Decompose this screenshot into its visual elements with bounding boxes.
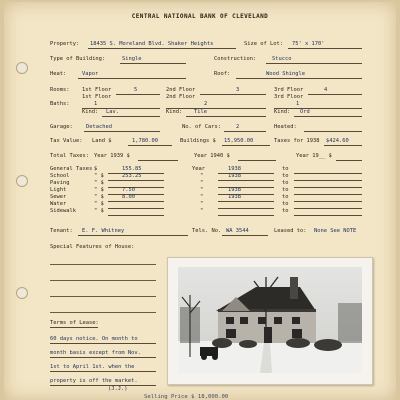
- tels-value: WA 3544: [226, 228, 249, 234]
- tax-row-to-underline: [294, 180, 362, 181]
- kind1-value: Lav.: [106, 109, 119, 115]
- punch-hole: [16, 62, 28, 74]
- tax-row-amount-underline: [108, 215, 164, 216]
- tax-row-year-label: ": [200, 187, 204, 193]
- kind2-label: Kind:: [166, 109, 183, 115]
- punch-hole: [16, 287, 28, 299]
- lot-size-label: Size of Lot:: [244, 41, 283, 47]
- tax-row-to: to: [282, 201, 289, 207]
- construction-value: Stucco: [272, 56, 292, 62]
- tax-row-label: Sewer: [50, 194, 67, 200]
- building-type-value: Single: [122, 56, 142, 62]
- tenant-underline: [78, 235, 188, 236]
- kind2-underline: [186, 116, 266, 117]
- kind3-underline: [294, 116, 362, 117]
- baths-label: Baths:: [50, 101, 70, 107]
- buildings-underline: [222, 145, 270, 146]
- special-features-label: Special Features of House:: [50, 244, 135, 250]
- tax-row-dollar: " $: [94, 173, 104, 179]
- lease-line: 60 days notice. On month to: [50, 336, 138, 342]
- tax-row-year-label: ": [200, 194, 204, 200]
- tax-row-year-label: ": [200, 173, 204, 179]
- baths-floor2-label: 2nd Floor: [166, 94, 196, 100]
- tax-row-label: Light: [50, 187, 67, 193]
- rooms-label: Rooms:: [50, 87, 70, 93]
- tax-row-amount: 155.85: [122, 166, 142, 172]
- taxes-value: $424.60: [326, 138, 349, 144]
- tax-row-year-label: ": [200, 180, 204, 186]
- tax-row-year: 1938: [228, 194, 241, 200]
- lease-line: 1st to April 1st. when the: [50, 364, 135, 370]
- tax-row-year-underline: [218, 173, 274, 174]
- cars-value: 2: [236, 124, 240, 130]
- garage-underline: [84, 131, 160, 132]
- tax-row-year: 1938: [228, 187, 241, 193]
- tax-row-amount-underline: [108, 187, 164, 188]
- bank-title: CENTRAL NATIONAL BANK OF CLEVELAND: [131, 13, 269, 20]
- taxes-underline: [324, 145, 362, 146]
- construction-underline: [266, 63, 362, 64]
- tax-row-dollar: " $: [94, 187, 104, 193]
- garage-label: Garage:: [50, 124, 73, 130]
- tax-value-label: Tax Value:: [50, 138, 83, 144]
- tax-row-to: to: [282, 173, 289, 179]
- year2-label: Year 1940 $: [194, 153, 230, 159]
- land-underline: [128, 145, 172, 146]
- tax-row-to: to: [282, 208, 289, 214]
- lease-line: month basis except from Nov.: [50, 350, 141, 356]
- rooms-floor2-underline: [200, 94, 266, 95]
- tax-row-to: to: [282, 187, 289, 193]
- tax-row-label: Sidewalk: [50, 208, 76, 214]
- tax-row-year-underline: [218, 215, 274, 216]
- heated-label: Heated:: [274, 124, 297, 130]
- property-record-card: [4, 2, 396, 400]
- tels-underline: [222, 235, 268, 236]
- tax-row-amount: 7.50: [122, 187, 135, 193]
- rooms-floor3-underline: [308, 94, 362, 95]
- tax-row-year-label: ": [200, 208, 204, 214]
- punch-hole: [16, 175, 28, 187]
- rooms-floor1-value: 5: [134, 87, 138, 93]
- tax-row-to-underline: [294, 187, 362, 188]
- tax-row-dollar: " $: [94, 194, 104, 200]
- tax-row-to-underline: [294, 194, 362, 195]
- features-blank-line: [50, 312, 156, 313]
- tax-row-to: to: [282, 180, 289, 186]
- year3-label: Year 19__ $: [296, 153, 332, 159]
- heated-underline: [304, 131, 362, 132]
- taxes-label: Taxes for 1938: [274, 138, 320, 144]
- leased-value: None See NOTE: [314, 228, 357, 234]
- tax-row-year-underline: [218, 187, 274, 188]
- rooms-floor3-label: 3rd Floor: [274, 87, 304, 93]
- lease-initials: (J.J.): [108, 386, 128, 392]
- buildings-label: Buildings $: [180, 138, 216, 144]
- tax-row-amount-underline: [108, 180, 164, 181]
- garage-value: Detached: [86, 124, 112, 130]
- baths-floor3-label: 3rd Floor: [274, 94, 304, 100]
- tax-row-year-label: Year: [192, 166, 205, 172]
- property-value: 18435 S. Moreland Blvd. Shaker Heights: [90, 41, 214, 47]
- building-type-underline: [120, 63, 186, 64]
- buildings-value: 15,950.00: [224, 138, 254, 144]
- features-blank-line: [50, 280, 156, 281]
- features-blank-line: [50, 296, 156, 297]
- rooms-floor1-label: 1st Floor: [82, 87, 112, 93]
- tax-row-to: to: [282, 194, 289, 200]
- terms-underline: [50, 327, 98, 328]
- tax-row-to-underline: [294, 208, 362, 209]
- tax-row-year: 1938: [228, 173, 241, 179]
- lease-line-underline: [50, 343, 156, 344]
- terms-of-lease-label: Terms of Lease:: [50, 320, 99, 326]
- tax-row-dollar: " $: [94, 201, 104, 207]
- roof-underline: [236, 78, 362, 79]
- tax-row-label: Paving: [50, 180, 70, 186]
- tax-row-year-underline: [218, 194, 274, 195]
- lease-line-underline: [50, 357, 156, 358]
- kind2-value: Tile: [194, 109, 207, 115]
- tax-row-to: to: [282, 166, 289, 172]
- baths-floor1-label: 1st Floor: [82, 94, 112, 100]
- land-label: Land $: [92, 138, 112, 144]
- tax-row-to-underline: [294, 173, 362, 174]
- roof-value: Wood Shingle: [266, 71, 305, 77]
- roof-label: Roof:: [214, 71, 231, 77]
- house-photo-image: [178, 267, 362, 373]
- cars-label: No. of Cars:: [182, 124, 221, 130]
- year2-underline: [238, 160, 276, 161]
- tenant-label: Tenant:: [50, 228, 73, 234]
- lot-size-value: 75' x 170': [292, 41, 325, 47]
- tax-row-label: Water: [50, 201, 67, 207]
- land-value: 1,780.00: [132, 138, 158, 144]
- lot-size-underline: [288, 48, 362, 49]
- tax-row-amount: 253.25: [122, 173, 142, 179]
- tax-row-amount-underline: [108, 208, 164, 209]
- tax-row-amount-underline: [108, 201, 164, 202]
- baths-floor1-value: 1: [94, 101, 98, 107]
- lease-line: property is off the market.: [50, 378, 138, 384]
- tax-row-to-underline: [294, 201, 362, 202]
- kind3-label: Kind:: [274, 109, 291, 115]
- tax-row-year-underline: [218, 208, 274, 209]
- tax-row-year-label: ": [200, 201, 204, 207]
- kind1-underline: [102, 116, 160, 117]
- tax-row-amount-underline: [108, 194, 164, 195]
- tax-row-year: 1938: [228, 166, 241, 172]
- lease-line-underline: [50, 371, 156, 372]
- cars-underline: [224, 131, 266, 132]
- building-type-label: Type of Building:: [50, 56, 106, 62]
- heat-label: Heat:: [50, 71, 67, 77]
- kind1-label: Kind:: [82, 109, 99, 115]
- property-underline: [88, 48, 236, 49]
- tax-row-dollar: $: [94, 166, 98, 172]
- total-taxes-label: Total Taxes:: [50, 153, 89, 159]
- year1-underline: [138, 160, 178, 161]
- heat-value: Vapor: [82, 71, 99, 77]
- kind3-value: Ord: [300, 109, 310, 115]
- lease-line-underline: [50, 385, 156, 386]
- leased-label: Leased to:: [274, 228, 307, 234]
- tax-row-label: General Taxes: [50, 166, 93, 172]
- tax-row-year-underline: [218, 201, 274, 202]
- baths-floor3-value: 1: [296, 101, 300, 107]
- selling-price: Selling Price $ 18,000.00: [144, 394, 229, 400]
- tels-label: Tels. No.: [192, 228, 222, 234]
- year1-label: Year 1939 $: [94, 153, 130, 159]
- rooms-floor3-value: 4: [324, 87, 328, 93]
- rooms-floor2-value: 3: [236, 87, 240, 93]
- tenant-value: E. F. Whitney: [82, 228, 125, 234]
- property-label: Property:: [50, 41, 80, 47]
- rooms-floor1-underline: [116, 94, 160, 95]
- construction-label: Construction:: [214, 56, 257, 62]
- year3-underline: [336, 160, 362, 161]
- rooms-floor2-label: 2nd Floor: [166, 87, 196, 93]
- features-blank-line: [50, 264, 156, 265]
- house-photo: [167, 257, 373, 385]
- tax-row-dollar: " $: [94, 208, 104, 214]
- tax-row-to-underline: [294, 215, 362, 216]
- tax-row-dollar: " $: [94, 180, 104, 186]
- tax-row-label: School: [50, 173, 70, 179]
- tax-row-amount: 8.00: [122, 194, 135, 200]
- baths-floor2-value: 2: [204, 101, 208, 107]
- heat-underline: [78, 78, 186, 79]
- tax-row-year-underline: [218, 180, 274, 181]
